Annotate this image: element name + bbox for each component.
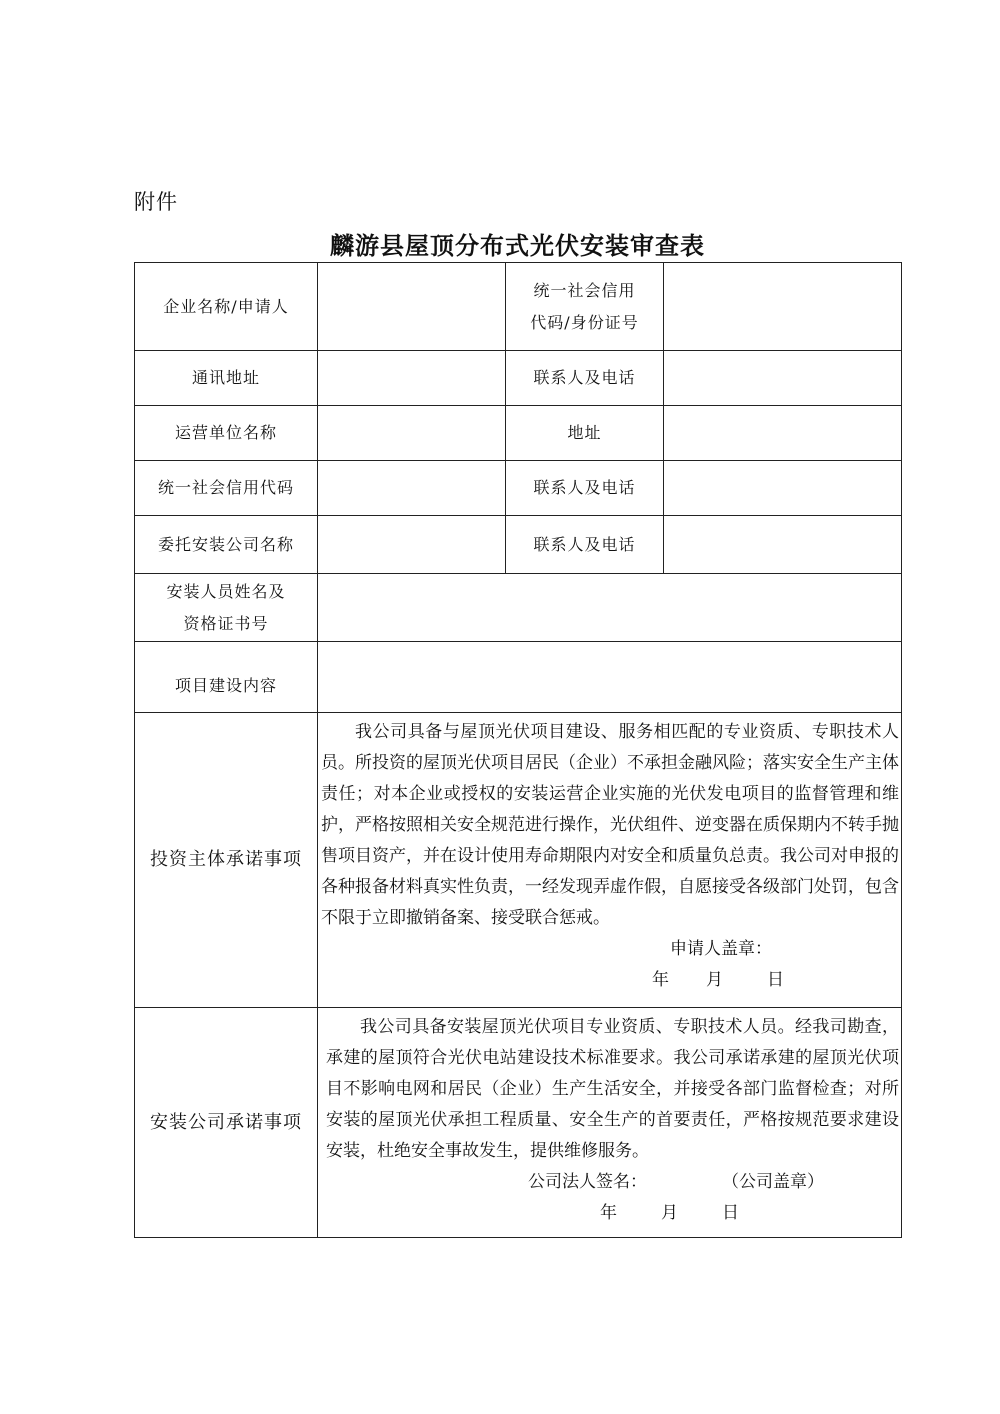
installer-pledge-cell — [318, 1008, 902, 1238]
installer-pledge-text: 我公司具备安装屋顶光伏项目专业资质、专职技术人员。经我司勘查，承建的屋顶符合光伏电站建设技术标准要求。我公司承诺承建的屋顶光伏项目不影响电网和居民（企业）生产生活安全，并接受各部门监督检查；对所安装的屋顶光伏承担工程质量、安全生产的首要责任，严格按规范要求建设安装，杜绝安全事故发生，提供维修服务。 — [326, 1017, 899, 1161]
project-content-label-cell — [135, 642, 318, 713]
contact-phone-label: 联系人及电话 — [533, 478, 636, 497]
contact-phone-label: 联系人及电话 — [533, 534, 636, 554]
credit-code-label: 统一社会信用代码 — [157, 478, 294, 497]
project-content-field[interactable] — [318, 642, 902, 713]
investor-pledge-cell — [318, 713, 902, 1008]
contact-phone-field-1[interactable] — [664, 351, 902, 406]
applicant-field[interactable] — [318, 263, 506, 351]
installer-sign-line — [326, 1167, 899, 1198]
credit-code-label-cell — [135, 461, 318, 516]
installer-date-year: 年 — [600, 1203, 617, 1223]
installer-company-label-cell — [135, 516, 318, 574]
installer-staff-label-cell — [135, 574, 318, 642]
investor-pledge-label: 投资主体承诺事项 — [150, 849, 302, 870]
operator-address-field[interactable] — [664, 406, 902, 461]
installer-staff-label-line1: 安装人员姓名及 — [166, 581, 286, 601]
applicant-label: 企业名称/申请人 — [163, 296, 289, 316]
installer-company-field[interactable] — [318, 516, 506, 574]
form-title: 麟游县屋顶分布式光伏安装审查表 — [330, 232, 705, 260]
project-content-label: 项目建设内容 — [174, 676, 277, 695]
operator-name-field[interactable] — [318, 406, 506, 461]
contact-phone-label: 联系人及电话 — [533, 368, 636, 387]
table-row — [135, 406, 902, 461]
investor-seal-label: 申请人盖章： — [670, 939, 772, 959]
installer-date-month: 月 — [661, 1203, 678, 1223]
investor-pledge-label-cell — [135, 713, 318, 1008]
operator-address-label-cell — [506, 406, 664, 461]
installer-pledge-label: 安装公司承诺事项 — [150, 1111, 302, 1133]
table-row — [135, 713, 902, 1008]
installer-date-day: 日 — [722, 1203, 739, 1223]
installer-pledge-label-cell — [135, 1008, 318, 1238]
credit-code-field[interactable] — [318, 461, 506, 516]
operator-address-label: 地址 — [567, 423, 602, 442]
review-form-table — [134, 262, 902, 1238]
table-row — [135, 574, 902, 642]
attachment-label: 附件 — [134, 190, 178, 214]
installer-staff-field[interactable] — [318, 574, 902, 642]
table-row — [135, 642, 902, 713]
applicant-label-cell — [135, 263, 318, 351]
address-label-cell — [135, 351, 318, 406]
operator-name-label: 运营单位名称 — [174, 423, 277, 442]
contact-phone-field-2[interactable] — [664, 461, 902, 516]
credit-code-id-label-line1: 统一社会信用 — [533, 280, 636, 300]
contact-phone-field-3[interactable] — [664, 516, 902, 574]
contact-phone-label-cell-1 — [506, 351, 664, 406]
contact-phone-label-cell-3 — [506, 516, 664, 574]
installer-seal-label: （公司盖章） — [722, 1172, 824, 1192]
address-label: 通讯地址 — [191, 368, 260, 387]
investor-date-day: 日 — [767, 970, 784, 990]
installer-staff-label-line2: 资格证书号 — [183, 613, 269, 633]
investor-date-year: 年 — [652, 970, 669, 990]
table-row — [135, 516, 902, 574]
table-row — [135, 1008, 902, 1238]
investor-date-line — [321, 965, 899, 996]
credit-code-id-label-line2: 代码/身份证号 — [530, 312, 639, 332]
table-row — [135, 351, 902, 406]
table-row — [135, 263, 902, 351]
installer-company-label: 委托安装公司名称 — [157, 534, 294, 554]
operator-name-label-cell — [135, 406, 318, 461]
investor-date-month: 月 — [706, 970, 723, 990]
installer-date-line — [326, 1198, 899, 1229]
credit-code-id-label-cell — [506, 263, 664, 351]
investor-pledge-text: 我公司具备与屋顶光伏项目建设、服务相匹配的专业资质、专职技术人员。所投资的屋顶光伏项目居民（企业）不承担金融风险；落实安全生产主体责任；对本企业或授权的安装运营企业实施的光伏发电项目的监督管理和维护，严格按照相关安全规范进行操作，光伏组件、逆变器在质保期内不转手抛售项目资产，并在设计使用寿命期限内对安全和质量负总责。我公司对申报的各种报备材料真实性负责，一经发现弄虚作假，自愿接受各级部门处罚，包含不限于立即撤销备案、接受联合惩戒。 — [321, 722, 899, 928]
credit-code-id-field[interactable] — [664, 263, 902, 351]
table-row — [135, 461, 902, 516]
address-field[interactable] — [318, 351, 506, 406]
installer-sign-label: 公司法人签名： — [528, 1172, 647, 1192]
contact-phone-label-cell-2 — [506, 461, 664, 516]
investor-seal-line — [321, 934, 899, 965]
